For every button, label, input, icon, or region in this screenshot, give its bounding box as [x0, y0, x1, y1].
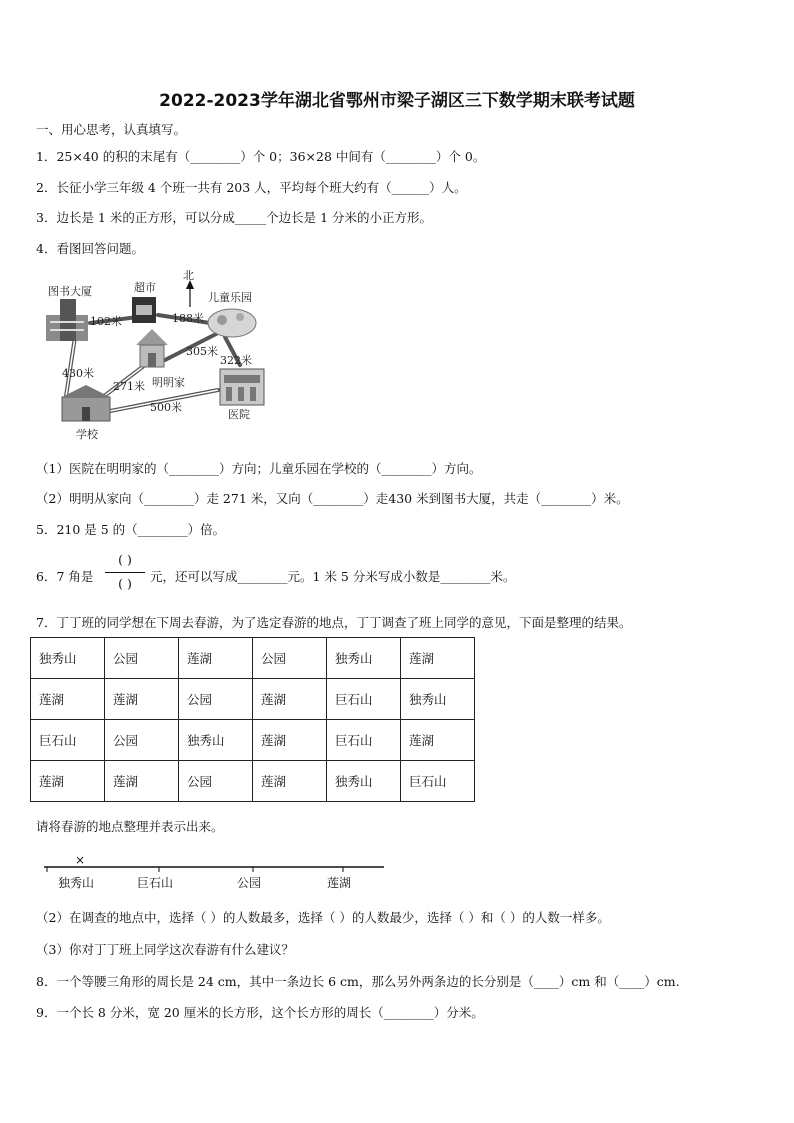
table-cell: 独秀山 — [401, 679, 475, 720]
section-heading: 一、用心思考，认真填写。 — [36, 122, 187, 137]
page-title: 2022-2023学年湖北省鄂州市梁子湖区三下数学期末联考试题 — [159, 91, 635, 111]
table-row — [31, 679, 475, 720]
map-label-school: 学校 — [76, 428, 98, 441]
map-label-library: 图书大厦 — [48, 285, 92, 298]
question-6-prefix: 6．7 角是 — [36, 569, 94, 584]
table-row — [31, 761, 475, 802]
route-map — [40, 265, 280, 443]
axis-label: 莲湖 — [327, 876, 352, 890]
hospital-icon — [220, 369, 264, 405]
table-cell: 巨石山 — [327, 679, 401, 720]
question-3: 3．边长是 1 米的正方形，可以分成_____个边长是 1 分米的小正方形。 — [36, 210, 433, 225]
question-5: 5．210 是 5 的（________）倍。 — [36, 522, 226, 537]
question-1: 1．25×40 的积的末尾有（________）个 0；36×28 中间有（________）个 0。 — [36, 149, 486, 164]
table-cell: 莲湖 — [105, 679, 179, 720]
table-cell: 独秀山 — [31, 638, 105, 679]
question-7-3: （3）你对丁丁班上同学这次春游有什么建议？ — [36, 942, 294, 957]
table-cell: 莲湖 — [253, 720, 327, 761]
map-distance-label: 271米 — [113, 380, 145, 393]
table-cell: 莲湖 — [31, 679, 105, 720]
question-7-instruction: 请将春游的地点整理并表示出来。 — [36, 819, 224, 834]
supermarket-icon — [132, 297, 156, 323]
home-icon — [136, 329, 168, 367]
table-cell: 莲湖 — [31, 761, 105, 802]
fraction-denominator: ( ) — [118, 576, 132, 591]
park-icon — [208, 309, 256, 337]
axis-label: 巨石山 — [137, 876, 174, 890]
map-label-north: 北 — [183, 269, 194, 282]
north-arrow-icon — [186, 280, 194, 307]
table-cell: 独秀山 — [327, 638, 401, 679]
table-cell: 莲湖 — [253, 761, 327, 802]
question-6-suffix: 元，还可以写成________元。1 米 5 分米写成小数是________米。 — [150, 569, 516, 584]
table-cell: 巨石山 — [327, 720, 401, 761]
question-2: 2．长征小学三年级 4 个班一共有 203 人，平均每个班大约有（______）人。 — [36, 180, 467, 195]
map-distance-label: 500米 — [150, 401, 182, 414]
table-cell: 莲湖 — [253, 679, 327, 720]
table-cell: 巨石山 — [401, 761, 475, 802]
table-cell: 独秀山 — [327, 761, 401, 802]
map-distance-label: 305米 — [186, 345, 218, 358]
tally-mark: × — [75, 853, 86, 867]
table-cell: 莲湖 — [401, 638, 475, 679]
axis-label: 独秀山 — [58, 876, 95, 890]
map-distance-label: 102米 — [90, 315, 122, 328]
map-label-hospital: 医院 — [228, 408, 250, 421]
fraction-bar — [105, 572, 145, 573]
question-9: 9．一个长 8 分米，宽 20 厘米的长方形，这个长方形的周长（________）分米。 — [36, 1005, 484, 1020]
map-distance-label: 188米 — [172, 312, 204, 325]
school-icon — [62, 385, 110, 421]
question-8: 8．一个等腰三角形的周长是 24 cm，其中一条边长 6 cm，那么另外两条边的长分别是（____）cm 和（____）cm. — [36, 974, 680, 989]
map-label-park: 儿童乐园 — [208, 291, 252, 304]
question-4: 4．看图回答问题。 — [36, 241, 144, 256]
axis-label: 公园 — [237, 876, 262, 890]
question-4-1: （1）医院在明明家的（________）方向；儿童乐园在学校的（________）方向。 — [36, 461, 482, 476]
fraction-numerator: ( ) — [118, 552, 132, 567]
fraction-blank — [103, 552, 147, 594]
table-cell: 公园 — [253, 638, 327, 679]
table-cell: 莲湖 — [401, 720, 475, 761]
question-4-2: （2）明明从家向（________）走 271 米，又向（________）走430 米到图书大厦，共走（________）米。 — [36, 491, 629, 506]
table-row — [31, 638, 475, 679]
map-distance-label: 430米 — [62, 367, 94, 380]
table-cell: 公园 — [105, 720, 179, 761]
question-7: 7．丁丁班的同学想在下周去春游，为了选定春游的地点，丁丁调查了班上同学的意见，下面是整理的结果。 — [36, 615, 632, 630]
table-cell: 公园 — [179, 761, 253, 802]
library-building-icon — [46, 299, 88, 341]
survey-table — [30, 637, 475, 802]
table-cell: 公园 — [179, 679, 253, 720]
map-distance-label: 322米 — [220, 354, 252, 367]
table-cell: 巨石山 — [31, 720, 105, 761]
table-cell: 公园 — [105, 638, 179, 679]
map-label-home: 明明家 — [152, 376, 185, 389]
table-cell: 独秀山 — [179, 720, 253, 761]
table-row — [31, 720, 475, 761]
tally-axis — [42, 853, 387, 893]
map-label-supermarket: 超市 — [134, 281, 156, 294]
question-7-2: （2）在调查的地点中，选择（ ）的人数最多，选择（ ）的人数最少，选择（ ）和（ ）的人数一样多。 — [36, 910, 610, 925]
table-cell: 莲湖 — [105, 761, 179, 802]
table-cell: 莲湖 — [179, 638, 253, 679]
